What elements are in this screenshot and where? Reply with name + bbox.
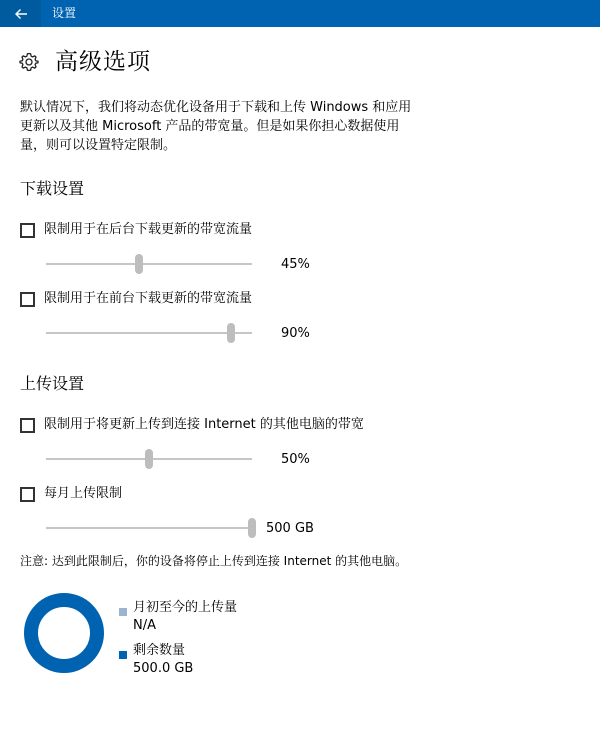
background-download-slider[interactable] xyxy=(46,254,252,274)
foreground-download-slider[interactable] xyxy=(46,323,252,343)
monthly-upload-value: 500 GB xyxy=(266,521,314,536)
checkbox-label: 限制用于将更新上传到连接 Internet 的其他电脑的带宽 xyxy=(44,417,364,432)
checkbox-label: 每月上传限制 xyxy=(44,486,123,501)
legend-value-uploaded: N/A xyxy=(133,618,156,633)
slider-track xyxy=(46,263,252,265)
slider-thumb[interactable] xyxy=(145,449,153,469)
monthly-upload-slider[interactable] xyxy=(46,518,252,538)
checkbox-box[interactable] xyxy=(20,292,35,307)
upload-settings-heading: 上传设置 xyxy=(20,374,85,393)
slider-thumb[interactable] xyxy=(227,323,235,343)
remaining-ring xyxy=(31,600,97,666)
gear-icon xyxy=(19,52,39,72)
back-button[interactable] xyxy=(0,0,41,27)
title-bar xyxy=(0,0,600,27)
upload-bandwidth-slider[interactable] xyxy=(46,449,252,469)
slider-track xyxy=(46,527,252,529)
upload-usage-donut xyxy=(24,593,104,673)
slider-thumb[interactable] xyxy=(248,518,256,538)
slider-track xyxy=(46,332,252,334)
app-title: 设置 xyxy=(52,6,77,20)
legend-swatch-remaining xyxy=(119,651,127,659)
limit-upload-bandwidth-checkbox[interactable] xyxy=(20,415,364,435)
upload-limit-note: 注意: 达到此限制后，你的设备将停止上传到连接 Internet 的其他电脑。 xyxy=(20,554,408,568)
foreground-download-value: 90% xyxy=(281,326,310,341)
checkbox-box[interactable] xyxy=(20,223,35,238)
checkbox-label: 限制用于在前台下载更新的带宽流量 xyxy=(44,291,253,306)
checkbox-label: 限制用于在后台下载更新的带宽流量 xyxy=(44,222,253,237)
slider-thumb[interactable] xyxy=(135,254,143,274)
checkbox-box[interactable] xyxy=(20,487,35,502)
page-title: 高级选项 xyxy=(55,49,151,75)
legend-label-remaining: 剩余数量 xyxy=(133,643,186,658)
limit-background-download-checkbox[interactable] xyxy=(20,220,252,240)
monthly-upload-limit-checkbox[interactable] xyxy=(20,484,122,504)
legend-value-remaining: 500.0 GB xyxy=(133,661,194,676)
arrow-left-icon xyxy=(14,7,28,21)
page-description: 默认情况下，我们将动态优化设备用于下载和上传 Windows 和应用更新以及其他 Microsoft 产品的带宽量。但是如果你担心数据使用量，则可以设置特定限制。 xyxy=(20,100,412,153)
upload-bandwidth-value: 50% xyxy=(281,452,310,467)
checkbox-box[interactable] xyxy=(20,418,35,433)
legend-swatch-uploaded xyxy=(119,608,127,616)
page-header xyxy=(19,46,151,78)
limit-foreground-download-checkbox[interactable] xyxy=(20,289,252,309)
legend-label-uploaded: 月初至今的上传量 xyxy=(133,600,238,615)
background-download-value: 45% xyxy=(281,257,310,272)
download-settings-heading: 下载设置 xyxy=(20,179,85,198)
